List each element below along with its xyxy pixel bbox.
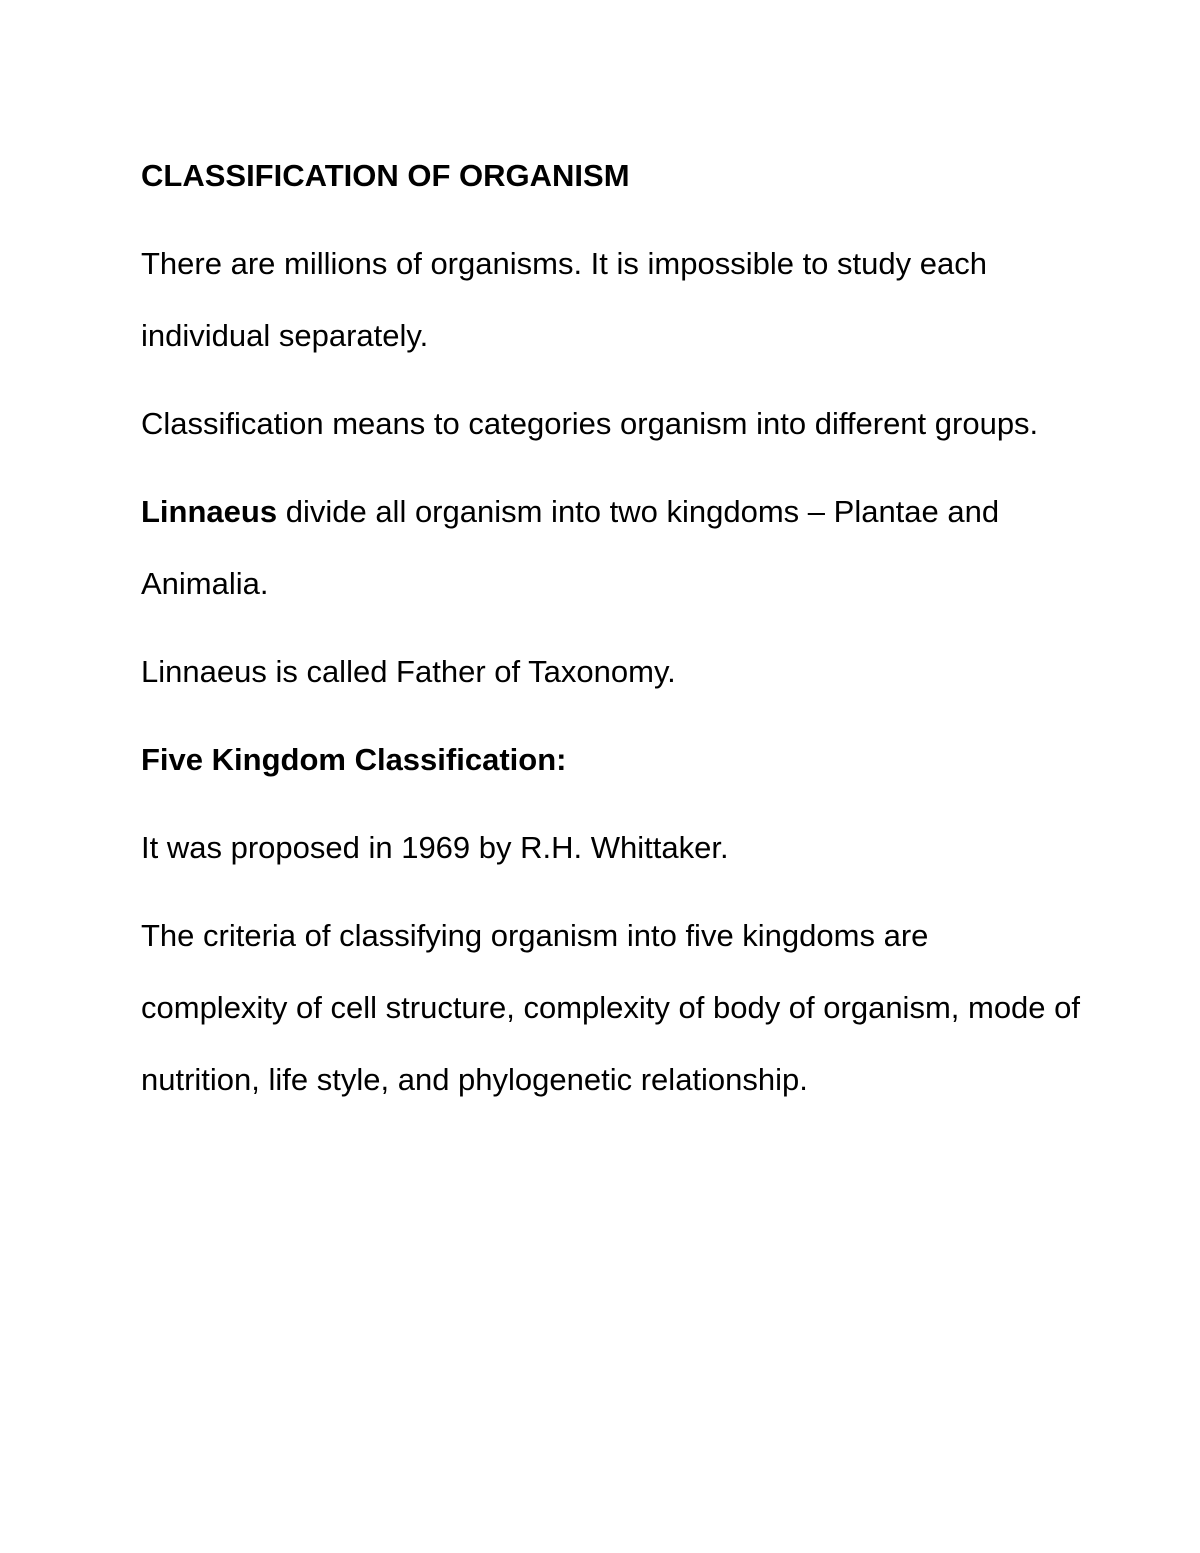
paragraph-millions-of-organisms: There are millions of organisms. It is impossible to study each individual separately. [141,246,987,353]
document-title: CLASSIFICATION OF ORGANISM [141,158,630,193]
paragraph-father-of-taxonomy: Linnaeus is called Father of Taxonomy. [141,654,676,689]
linnaeus-kingdoms-text: divide all organism into two kingdoms – Plantae and Animalia. [141,494,1000,601]
paragraph-linnaeus-kingdoms [141,476,1081,620]
paragraph-whittaker: It was proposed in 1969 by R.H. Whittaker. [141,830,729,865]
linnaeus-bold-text: Linnaeus [141,494,278,529]
paragraph-classification-definition: Classification means to categories organism into different groups. [141,406,1039,441]
section-heading-five-kingdom: Five Kingdom Classification: [141,742,567,777]
paragraph-criteria: The criteria of classifying organism into five kingdoms are complexity of cell structure, complexity of body of organism, mode of nutrition, life style, and phylogenetic relationship. [141,918,1081,1097]
document-body [141,140,1081,1132]
